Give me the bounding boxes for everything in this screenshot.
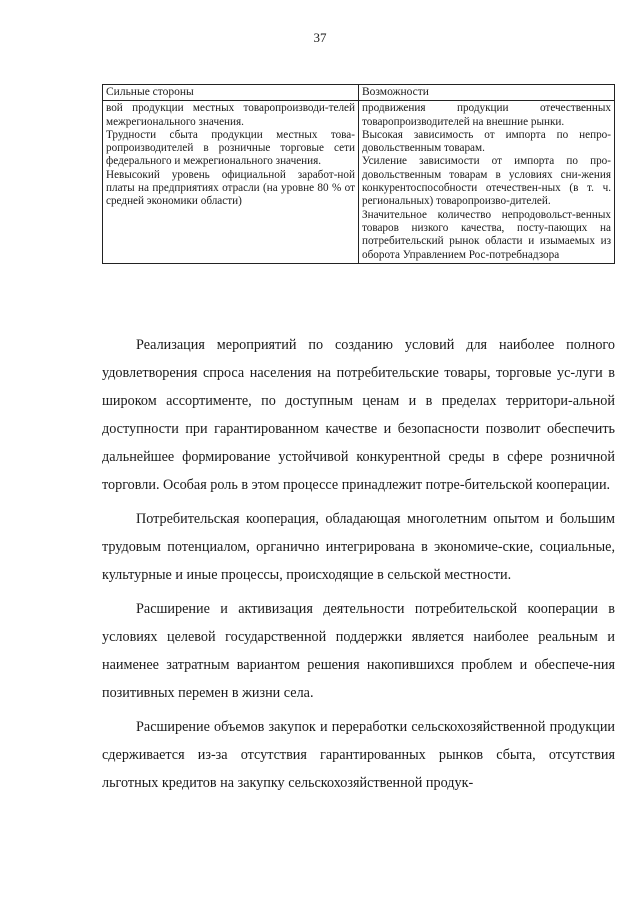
paragraph: Потребительская кооперация, обладающая многолетним опытом и большим трудовым потенциалом, органично интегрирована в экономиче-ские, социальные, культурные и иные процессы, происходящие в сельской местности. — [102, 511, 615, 583]
opportunities-cell — [359, 101, 615, 264]
table-header-row — [103, 85, 615, 101]
opportunity-item: Значительное количество непродовольст-венных товаров низкого качества, посту-пающих на потребительский рынок области и изымаемых из оборота Управлением Рос-потребнадзора — [362, 208, 611, 261]
strength-item: Трудности сбыта продукции местных това-ропроизводителей в розничные торговые сети федерального и межрегионального значения. — [106, 128, 355, 168]
swot-table — [102, 84, 615, 264]
opportunity-item: Высокая зависимость от импорта по непро-довольственным товарам. — [362, 128, 611, 155]
paragraph: Расширение и активизация деятельности потребительской кооперации в условиях целевой государственной поддержки является наиболее реальным и наименее затратным вариантом решения накопившихся проблем и обеспече-ния позитивных перемен в жизни села. — [102, 601, 615, 701]
paragraph: Расширение объемов закупок и переработки сельскохозяйственной продукции сдерживается из-за отсутствия гарантированных рынков сбыта, отсутствия льготных кредитов на закупку сельскохозяйственной продук- — [102, 719, 615, 791]
body-text — [102, 331, 615, 803]
strength-item: вой продукции местных товаропроизводи-телей межрегионального значения. — [106, 102, 355, 128]
paragraph: Реализация мероприятий по созданию условий для наиболее полного удовлетворения спроса населения на потребительские товары, торговые ус-луги в широком ассортименте, по доступным ценам и в пределах территори-альной доступности при гарантированном качестве и безопасности позволит обеспечить дальнейшее формирование устойчивой конкурентной среды в сфере розничной торговли. Особая роль в этом процессе принадлежит потре-бительской кооперации. — [102, 337, 615, 493]
table-row — [103, 101, 615, 264]
strengths-cell — [103, 101, 359, 264]
opportunity-item: продвижения продукции отечественных товаропроизводителей на внешние рынки. — [362, 102, 611, 128]
opportunity-item: Усиление зависимости от импорта по про-довольственным товарам в условиях сни-жения конкурентоспособности отечествен-ных (в т. ч. региональных) товаропроизво-дителей. — [362, 155, 611, 208]
header-strengths: Сильные стороны — [103, 85, 359, 101]
strength-item: Невысокий уровень официальной заработ-ной платы на предприятиях отрасли (на уровне 80 % от средней экономики области) — [106, 168, 355, 208]
header-opportunities: Возможности — [359, 85, 615, 101]
page-number: 37 — [313, 30, 327, 45]
